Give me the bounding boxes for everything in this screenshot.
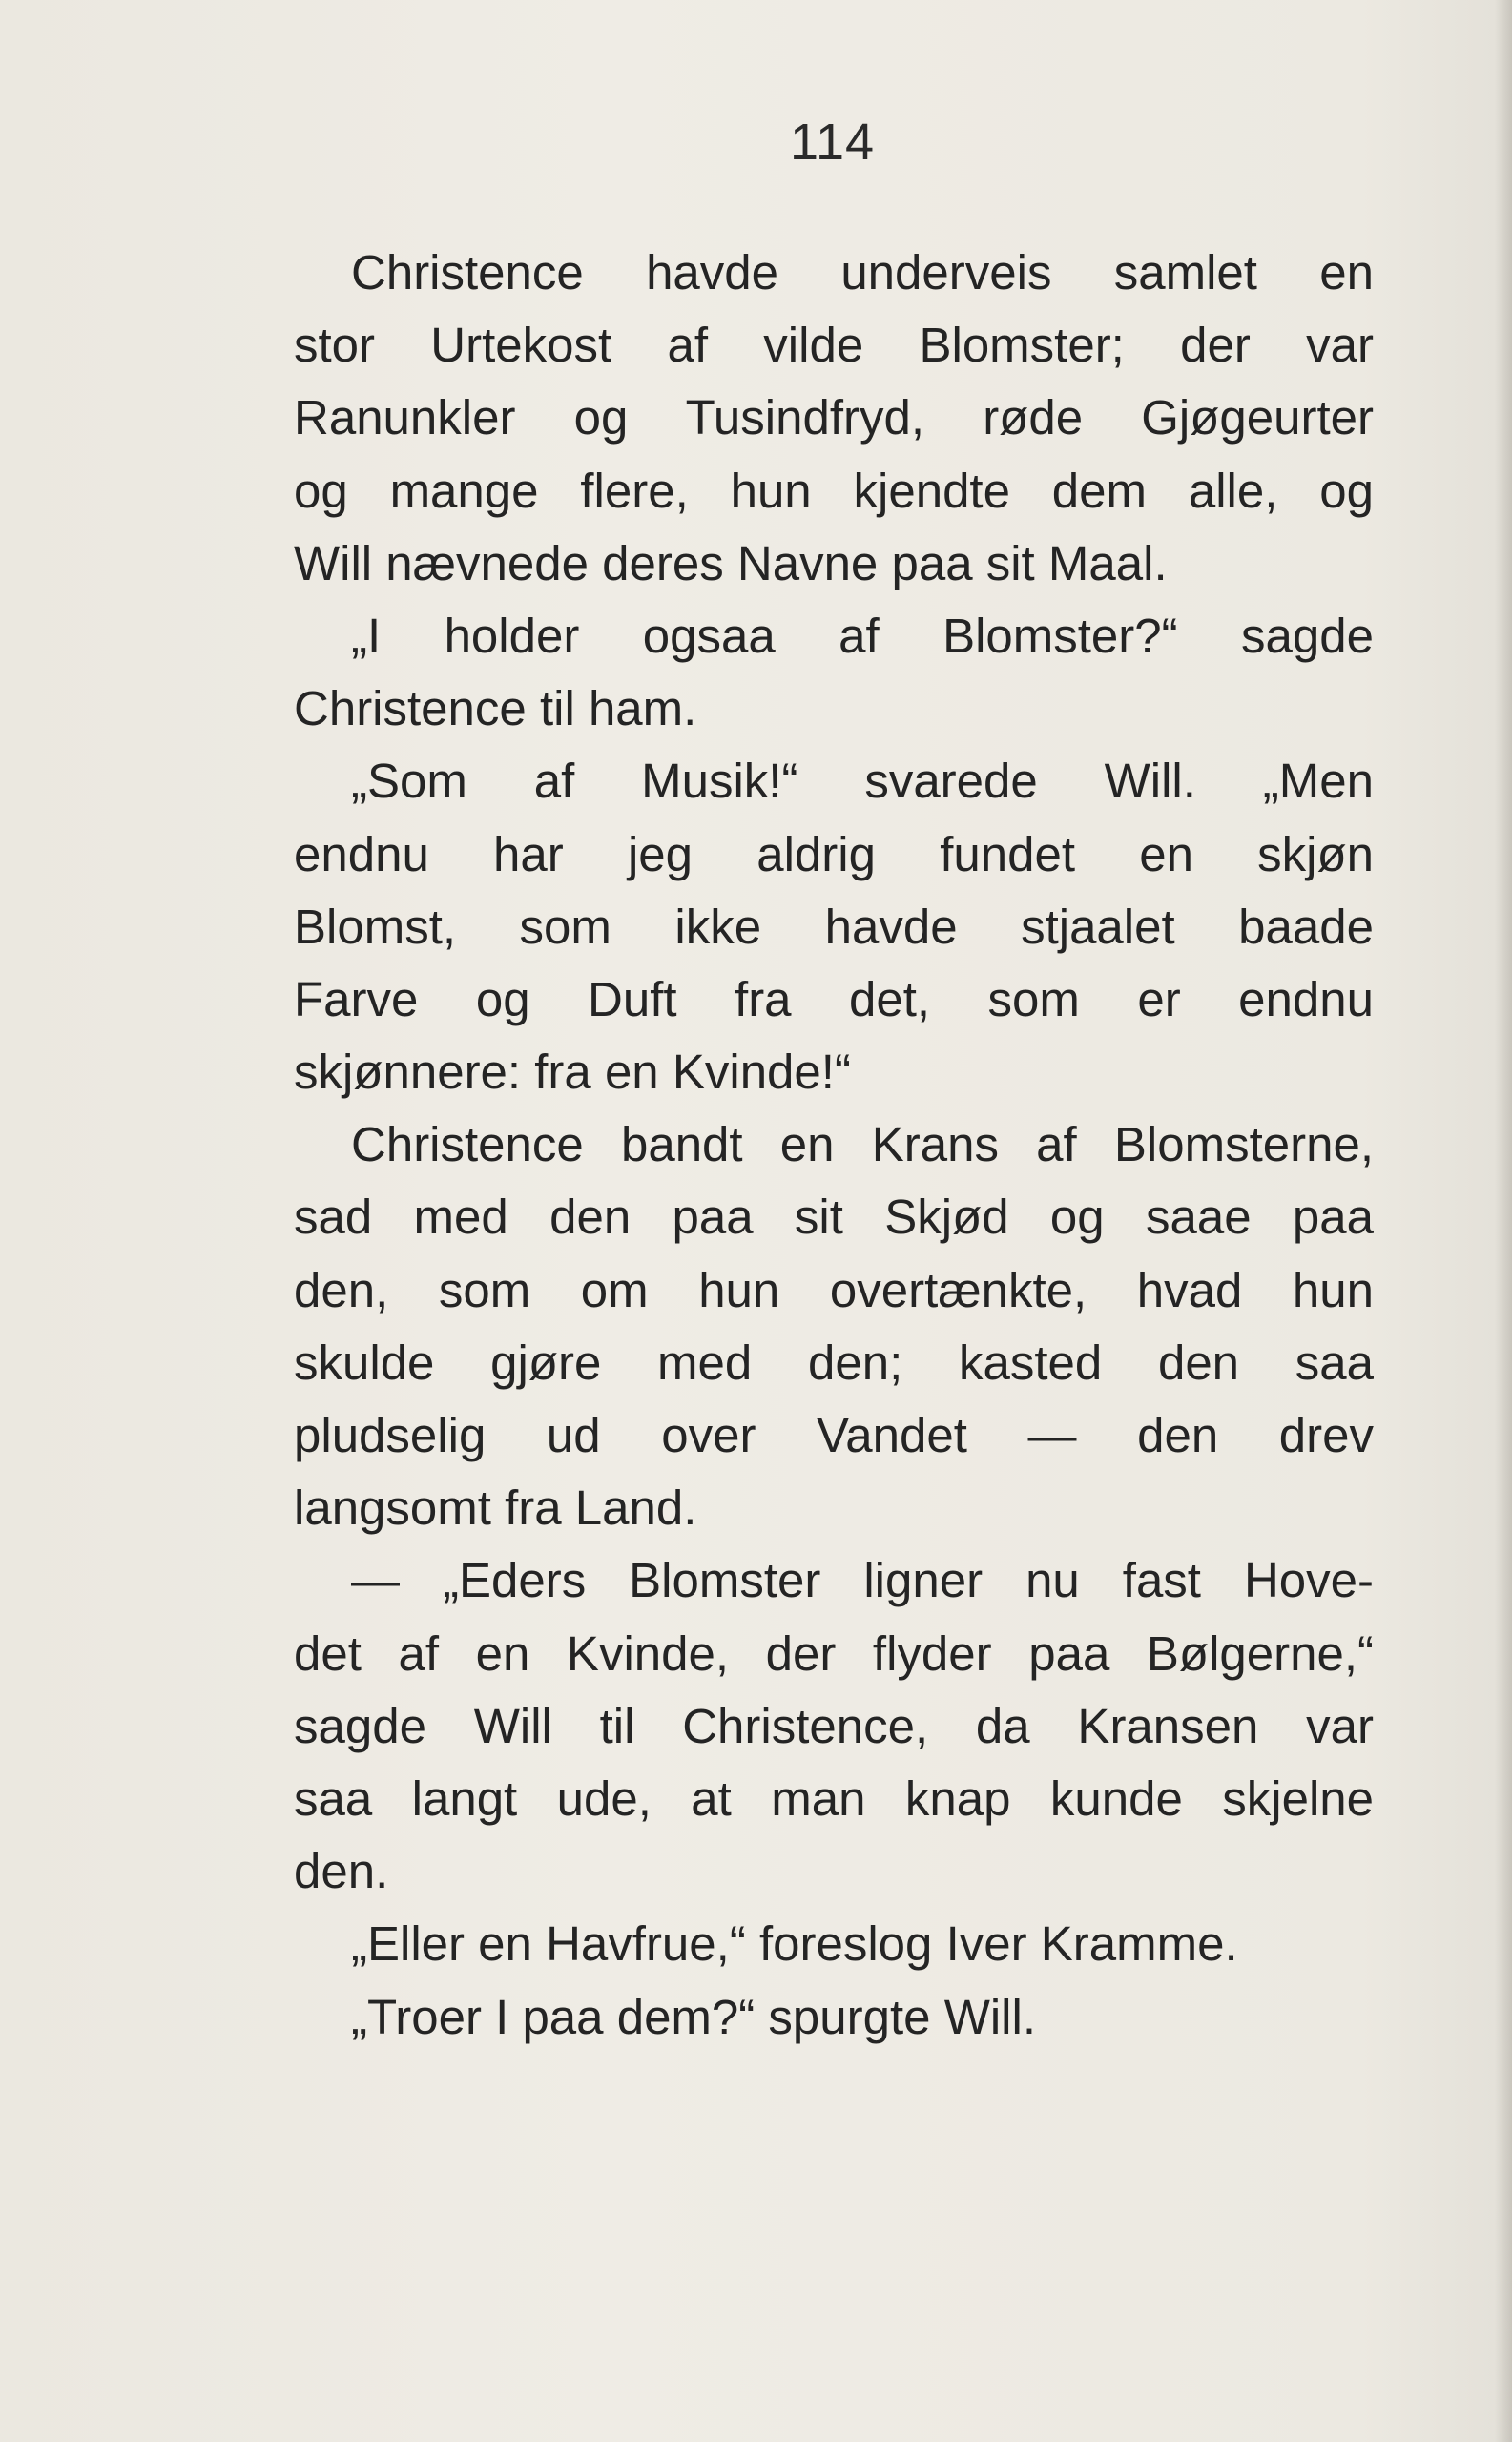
body-text bbox=[294, 237, 1374, 2054]
text-line: det af en Kvinde, der flyder paa Bølgerne,“ bbox=[294, 1625, 1374, 1681]
text-line: skulde gjøre med den; kasted den saa bbox=[294, 1335, 1374, 1390]
text-line: Christence bandt en Krans af Blomsterne, bbox=[351, 1117, 1374, 1172]
text-line: pludselig ud over Vandet — den drev bbox=[294, 1408, 1374, 1462]
text-line: og mange flere, hun kjendte dem alle, og bbox=[294, 463, 1374, 518]
page-number: 114 bbox=[789, 114, 876, 171]
text-line: saa langt ude, at man knap kunde skjelne bbox=[294, 1770, 1374, 1826]
text-line: Farve og Duft fra det, som er endnu bbox=[294, 971, 1374, 1026]
text-line: sagde Will til Christence, da Kransen var bbox=[294, 1698, 1374, 1753]
text-line: „I holder ogsaa af Blomster?“ sagde bbox=[351, 608, 1374, 663]
text-line: „Eller en Havfrue,“ foreslog Iver Kramme. bbox=[351, 1916, 1238, 1972]
text-line: „Som af Musik!“ svarede Will. „Men bbox=[351, 754, 1374, 809]
text-line: Christence havde underveis samlet en bbox=[351, 245, 1374, 300]
text-line: Will nævnede deres Navne paa sit Maal. bbox=[294, 535, 1168, 590]
text-line: sad med den paa sit Skjød og saae paa bbox=[294, 1190, 1374, 1245]
text-line: Christence til ham. bbox=[294, 681, 697, 736]
text-line: endnu har jeg aldrig fundet en skjøn bbox=[294, 826, 1374, 881]
text-line: „Troer I paa dem?“ spurgte Will. bbox=[351, 1989, 1037, 2044]
text-line: langsomt fra Land. bbox=[294, 1480, 697, 1536]
text-line: skjønnere: fra en Kvinde!“ bbox=[294, 1045, 851, 1100]
text-line: stor Urtekost af vilde Blomster; der var bbox=[294, 318, 1374, 373]
text-line: — „Eders Blomster ligner nu fast Hove- bbox=[351, 1553, 1374, 1608]
text-line: den, som om hun overtænkte, hvad hun bbox=[294, 1262, 1374, 1317]
text-line: Ranunkler og Tusindfryd, røde Gjøgeurter bbox=[294, 390, 1374, 445]
text-line: den. bbox=[294, 1844, 389, 1899]
page-edge-shadow bbox=[1495, 0, 1512, 2442]
text-line: Blomst, som ikke havde stjaalet baade bbox=[294, 899, 1374, 954]
